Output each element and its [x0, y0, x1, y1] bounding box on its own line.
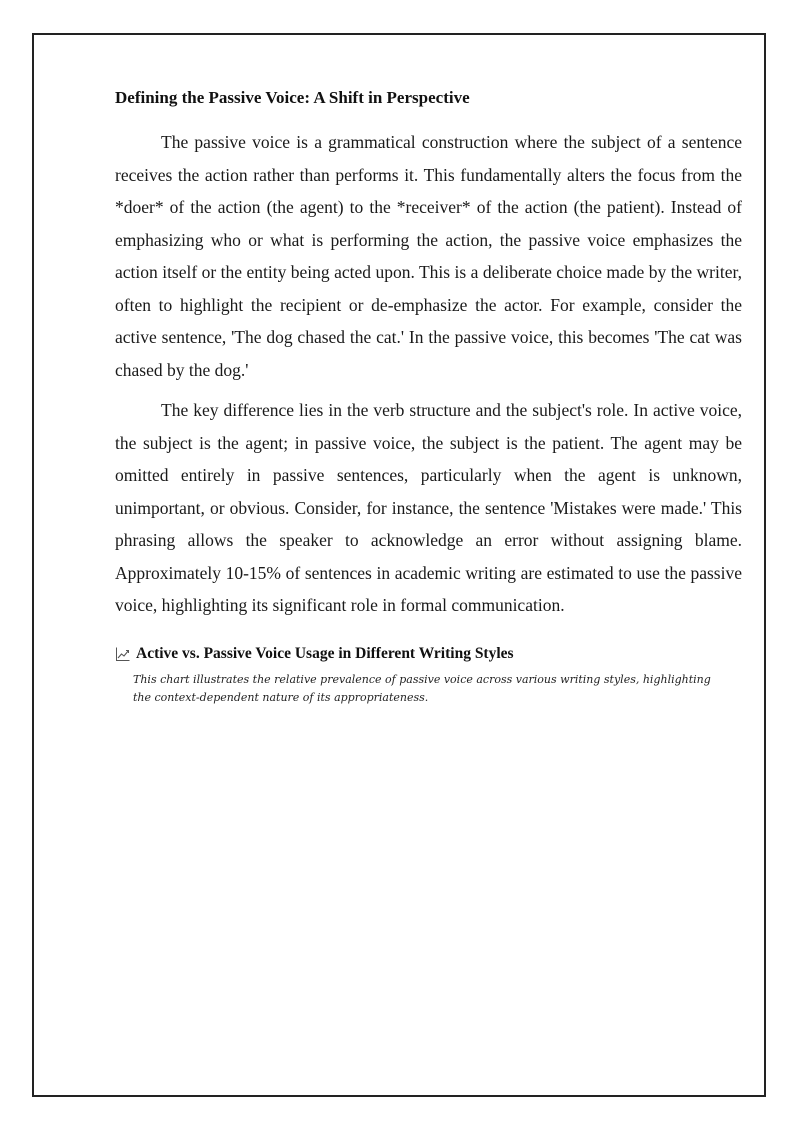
figure-block — [115, 644, 742, 707]
line-chart-icon — [115, 646, 131, 662]
document-body — [115, 86, 742, 707]
figure-title-row — [115, 644, 742, 664]
body-paragraph: The passive voice is a grammatical construction where the subject of a sentence receives the action rather than performs it. This fundamentally alters the focus from the *doer* of the action (the agent) to the *receiver* of the action (the patient). Instead of emphasizing who or what is performing the action, the passive voice emphasizes the action itself or the entity being acted upon. This is a deliberate choice made by the writer, often to highlight the recipient or de-emphasize the actor. For example, consider the active sentence, 'The dog chased the cat.' In the passive voice, this becomes 'The cat was chased by the dog.' — [115, 132, 742, 380]
body-paragraph: The key difference lies in the verb structure and the subject's role. In active voice, the subject is the agent; in passive voice, the subject is the patient. The agent may be omitted entirely in passive sentences, particularly when the agent is unknown, unimportant, or obvious. Consider, for instance, the sentence 'Mistakes were made.' This phrasing allows the speaker to acknowledge an error without assigning blame. Approximately 10-15% of sentences in academic writing are estimated to use the passive voice, highlighting its significant role in formal communication. — [115, 400, 742, 615]
figure-title: Active vs. Passive Voice Usage in Different Writing Styles — [136, 644, 514, 662]
figure-caption: This chart illustrates the relative prevalence of passive voice across various writing styles, highlighting the context-dependent nature of its appropriateness. — [133, 672, 711, 704]
section-heading: Defining the Passive Voice: A Shift in Perspective — [115, 88, 470, 107]
